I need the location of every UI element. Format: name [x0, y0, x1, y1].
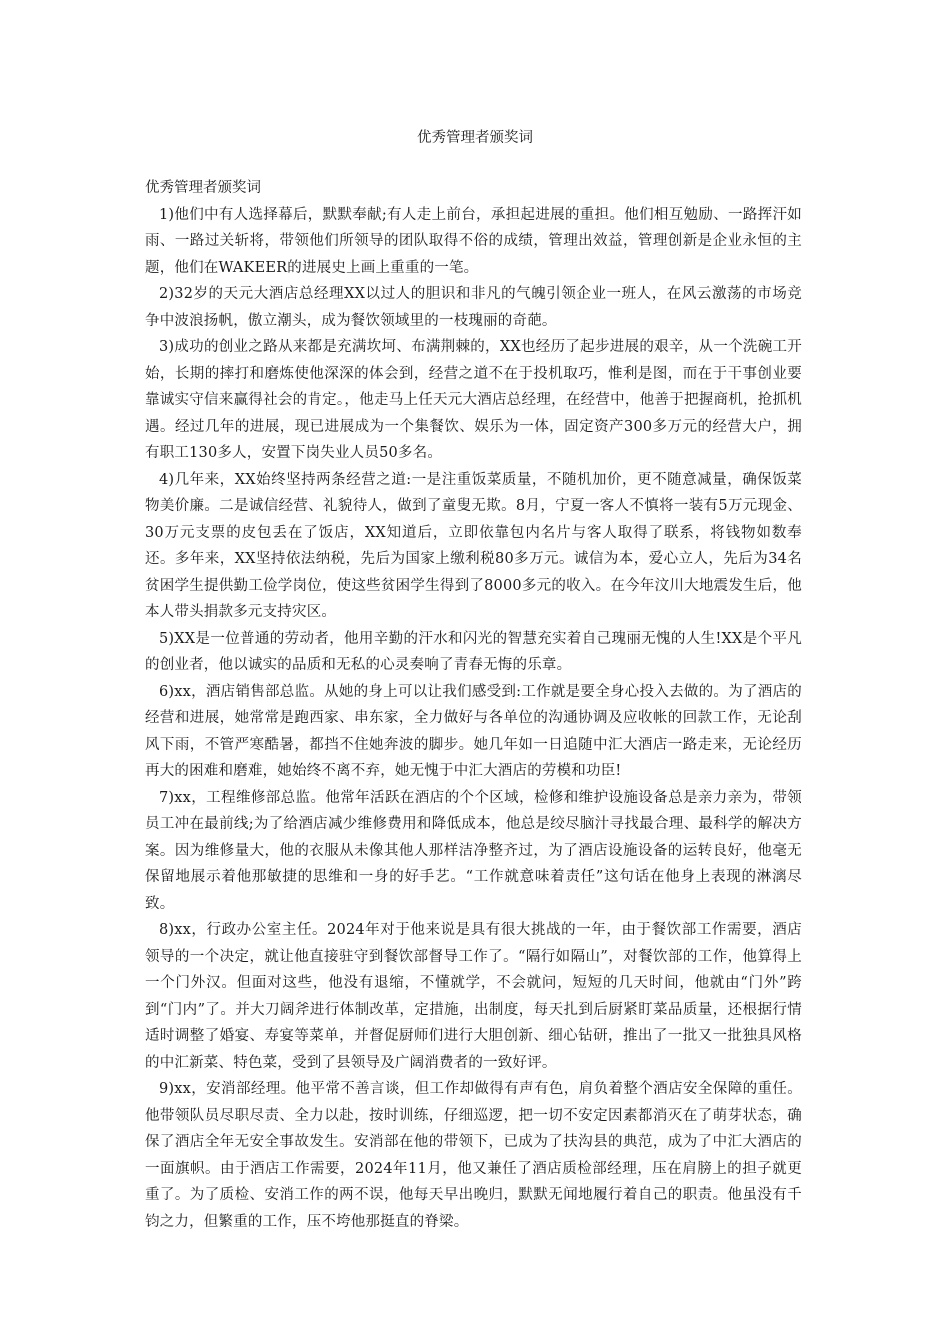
- paragraph-9: 9)xx，安消部经理。他平常不善言谈，但工作却做得有声有色，肩负着整个酒店安全保障的重任。他带领队员尽职尽责、全力以赴，按时训练，仔细巡逻，把一切不安定因素都消灭在了萌芽状态，确保了酒店全年无安全事故发生。安消部在他的带领下，已成为了扶沟县的典范，成为了中汇大酒店的一面旗帜。由于酒店工作需要，2024年11月，他又兼任了酒店质检部经理，压在肩膀上的担子就更重了。为了质检、安消工作的两不误，他每天早出晚归，默默无闻地履行着自己的职责。他虽没有千钧之力，但繁重的工作，压不垮他那挺直的脊梁。: [145, 1081, 802, 1230]
- paragraph-8: 8)xx，行政办公室主任。2024年对于他来说是具有很大挑战的一年，由于餐饮部工作需要，酒店领导的一个决定，就让他直接驻守到餐饮部督导工作了。“隔行如隔山”，对餐饮部的工作，他算得上一个门外汉。但面对这些，他没有退缩，不懂就学，不会就问，短短的几天时间，他就由“门外”跨到“门内”了。并大刀阔斧进行体制改革，定措施，出制度，每天扎到后厨紧盯菜品质量，还根据行情适时调整了婚宴、寿宴等菜单，并督促厨师们进行大胆创新、细心钻研，推出了一批又一批独具风格的中汇新菜、特色菜，受到了县领导及广阔消费者的一致好评。: [145, 922, 802, 1071]
- paragraph-7: 7)xx，工程维修部总监。他常年活跃在酒店的个个区域，检修和维护设施设备总是亲力亲为，带领员工冲在最前线;为了给酒店减少维修费用和降低成本，他总是绞尽脑汁寻找最合理、最科学的解决方案。因为维修量大，他的衣服从未像其他人那样洁净整齐过，为了酒店设施设备的运转良好，他毫无保留地展示着他那敏捷的思维和一身的好手艺。“工作就意味着责任”这句话在他身上表现的淋漓尽致。: [145, 789, 802, 912]
- paragraph-3: 3)成功的创业之路从来都是充满坎坷、布满荆棘的，XX也经历了起步进展的艰辛，从一个洗碗工开始，长期的摔打和磨炼使他深深的体会到，经营之道不在于投机取巧，惟利是图，而在于干事创业要靠诚实守信来赢得社会的肯定。，他走马上任天元大酒店总经理，在经营中，他善于把握商机，抢抓机遇。经过几年的进展，现已进展成为一个集餐饮、娱乐为一体，固定资产300多万元的经营大户，拥有职工130多人，安置下岗失业人员50多名。: [145, 339, 802, 461]
- document-title: 优秀管理者颁奖词: [417, 130, 533, 146]
- document-body: [145, 175, 802, 1235]
- paragraph-1: 1)他们中有人选择幕后，默默奉献;有人走上前台，承担起进展的重担。他们相互勉励、一路挥汗如雨、一路过关斩将，带领他们所领导的团队取得不俗的成绩，管理出效益，管理创新是企业永恒的主题，他们在WAKEER的进展史上画上重重的一笔。: [145, 206, 802, 276]
- paragraph-6: 6)xx，酒店销售部总监。从她的身上可以让我们感受到:工作就是要全身心投入去做的。为了酒店的经营和进展，她常常是跑西家、串东家，全力做好与各单位的沟通协调及应收帐的回款工作，无论刮风下雨，不管严寒酷暑，都挡不住她奔波的脚步。她几年如一日追随中汇大酒店一路走来，无论经历再大的困难和磨难，她始终不离不弃，她无愧于中汇大酒店的劳模和功臣!: [145, 683, 802, 779]
- paragraph-2: 2)32岁的天元大酒店总经理XX以过人的胆识和非凡的气魄引领企业一班人，在风云激荡的市场竞争中波浪扬帆，傲立潮头，成为餐饮领域里的一枝瑰丽的奇葩。: [145, 286, 802, 329]
- paragraph-5: 5)XX是一位普通的劳动者，他用辛勤的汗水和闪光的智慧充实着自己瑰丽无愧的人生!XX是个平凡的创业者，他以诚实的品质和无私的心灵奏响了青春无悔的乐章。: [145, 630, 802, 673]
- paragraph-4: 4)几年来，XX始终坚持两条经营之道:一是注重饭菜质量，不随机加价，更不随意减量，确保饭菜物美价廉。二是诚信经营、礼貌待人，做到了童叟无欺。8月，宁夏一客人不慎将一装有5万元现金、30万元支票的皮包丢在了饭店，XX知道后，立即依靠包内名片与客人取得了联系，将钱物如数奉还。多年来，XX坚持依法纳税，先后为国家上缴利税80多万元。诚信为本，爱心立人，先后为34名贫困学生提供勤工俭学岗位，使这些贫困学生得到了8000多元的收入。在今年汶川大地震发生后，他本人带头捐款多元支持灾区。: [145, 471, 802, 620]
- document-subtitle: 优秀管理者颁奖词: [145, 180, 261, 196]
